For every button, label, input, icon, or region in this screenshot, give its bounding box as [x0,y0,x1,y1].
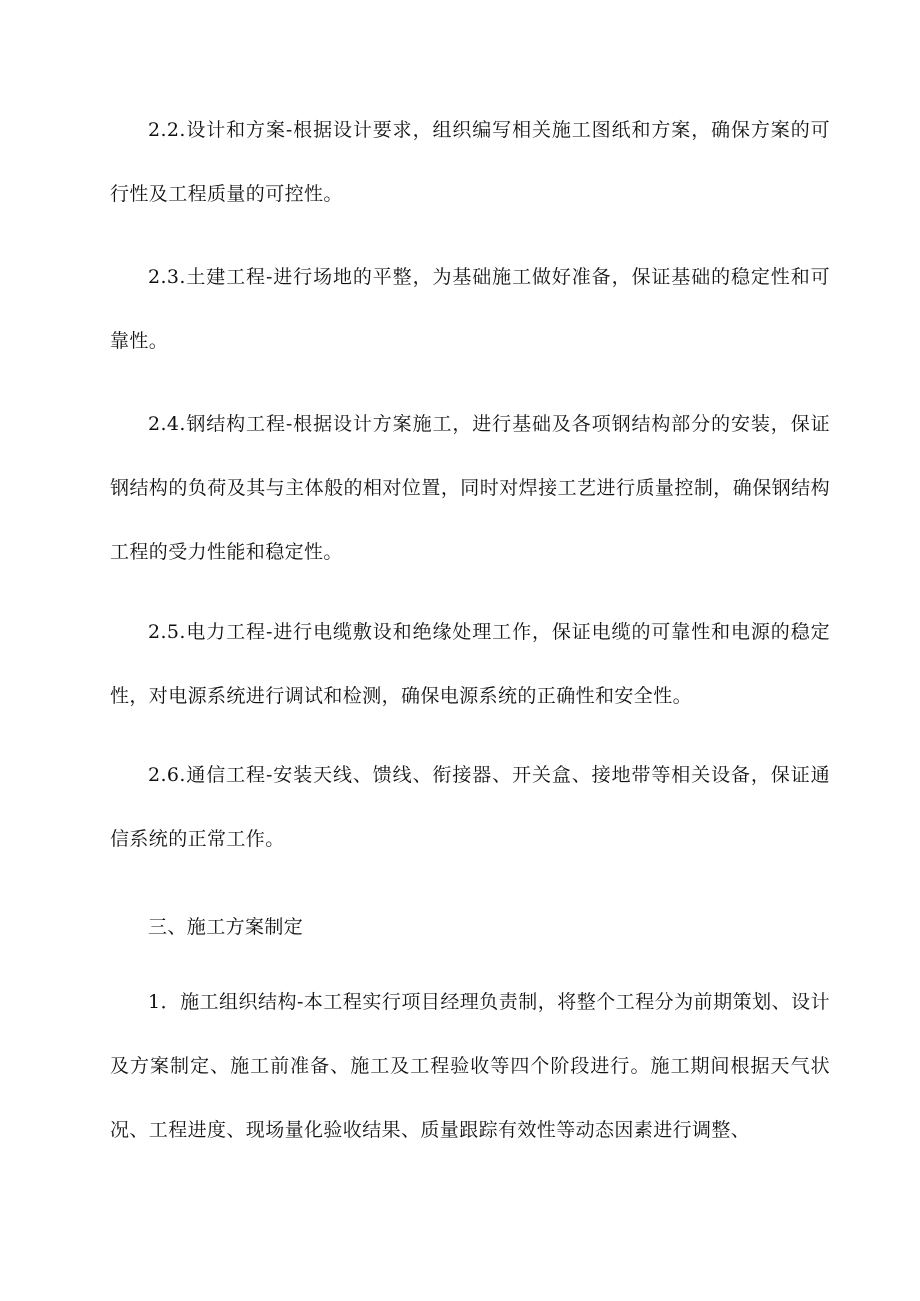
paragraph-2-3-civil: 2.3.土建工程-进行场地的平整，为基础施工做好准备，保证基础的稳定性和可靠性。 [110,266,830,352]
paragraph-2-2-design: 2.2.设计和方案-根据设计要求，组织编写相关施工图纸和方案，确保方案的可行性及工程质量的可控性。 [110,119,830,205]
paragraph-2-4-steel: 2.4.钢结构工程-根据设计方案施工，进行基础及各项钢结构部分的安装，保证钢结构的负荷及其与主体般的相对位置，同时对焊接工艺进行质量控制，确保钢结构工程的受力性能和稳定性。 [110,413,830,563]
paragraph-2-6-communication: 2.6.通信工程-安装天线、馈线、衔接器、开关盒、接地带等相关设备，保证通信系统的正常工作。 [110,764,830,850]
paragraph-2-5-power: 2.5.电力工程-进行电缆敷设和绝缘处理工作，保证电缆的可靠性和电源的稳定性，对电源系统进行调试和检测，确保电源系统的正确性和安全性。 [110,621,830,707]
section-heading: 三、施工方案制定 [148,916,304,938]
paragraph-construction-organization: 1．施工组织结构-本工程实行项目经理负责制，将整个工程分为前期策划、设计及方案制定、施工前准备、施工及工程验收等四个阶段进行。施工期间根据天气状况、工程进度、现场量化验收结果、质量跟踪有效性等动态因素进行调整、 [110,991,830,1141]
